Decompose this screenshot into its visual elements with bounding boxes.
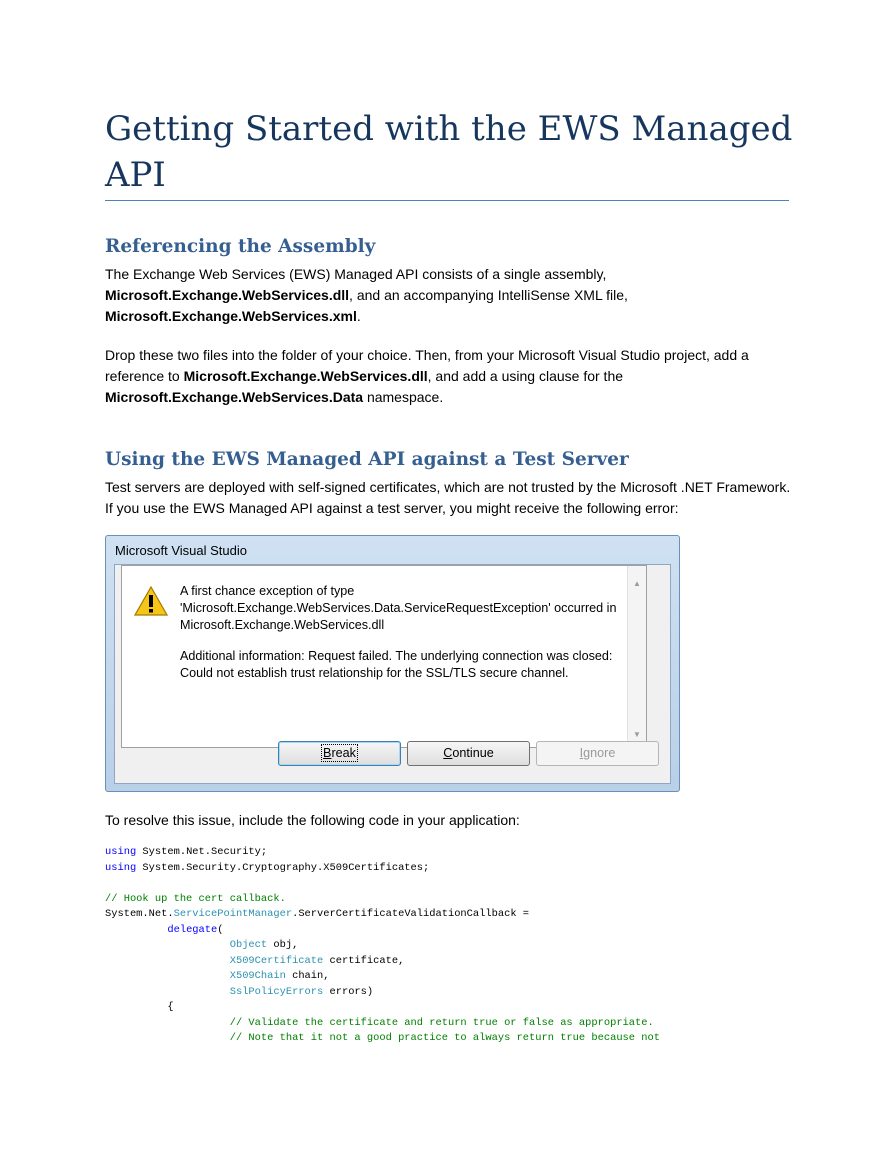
dialog-body [114, 564, 671, 784]
scroll-down-icon[interactable]: ▼ [633, 730, 641, 739]
scroll-up-icon[interactable]: ▲ [633, 579, 641, 588]
dialog-message-area [121, 565, 647, 748]
dialog-title: Microsoft Visual Studio [115, 543, 247, 558]
message-line: 'Microsoft.Exchange.WebServices.Data.ServiceRequestException' occurred in [180, 601, 617, 615]
paragraph-assembly: The Exchange Web Services (EWS) Managed API consists of a single assembly, Microsoft.Exchange.WebServices.dll, and an accompanying IntelliSense XML file, Microsoft.Exchange.WebServices.xml. [105, 266, 628, 324]
dialog-scrollbar[interactable] [627, 566, 646, 747]
message-line: Additional information: Request failed. The underlying connection was closed: [180, 649, 613, 663]
section-heading-test-server: Using the EWS Managed API against a Test Server [105, 449, 629, 470]
continue-button[interactable]: Continue [407, 741, 530, 766]
dialog-message [180, 583, 645, 682]
page-title: Getting Started with the EWS Managed API [105, 109, 793, 195]
paragraph-reference: Drop these two files into the folder of your choice. Then, from your Microsoft Visual Studio project, add a reference to Microsoft.Exchange.WebServices.dll, and add a using clause for the Microsoft.Exchange.WebServices.Data namespace. [105, 347, 749, 405]
message-line: Could not establish trust relationship for the SSL/TLS secure channel. [180, 666, 569, 680]
title-divider [105, 200, 789, 201]
warning-icon [134, 586, 168, 616]
paragraph-resolve: To resolve this issue, include the following code in your application: [105, 812, 520, 828]
paragraph-test-server: Test servers are deployed with self-signed certificates, which are not trusted by the Microsoft .NET Framework. If you use the EWS Managed API against a test server, you might receive the following error: [105, 479, 791, 516]
message-line: Microsoft.Exchange.WebServices.dll [180, 618, 385, 632]
break-button[interactable]: Break [278, 741, 401, 766]
ignore-button: Ignore [536, 741, 659, 766]
error-dialog-screenshot [105, 535, 680, 792]
section-heading-referencing: Referencing the Assembly [105, 236, 376, 257]
code-sample: using System.Net.Security; using System.Security.Cryptography.X509Certificates; // Hook up the cert callback. System.Net.ServicePointManager.ServerCertificateValidationCallback = delegate( Object obj, X509Certificate certificate, X509Chain chain, SslPolicyErrors errors) { // Validate the certificate and return true or false as appropriate. // Note that it not a good practice to always return true because not [105, 846, 660, 1044]
message-line: A first chance exception of type [180, 584, 355, 598]
